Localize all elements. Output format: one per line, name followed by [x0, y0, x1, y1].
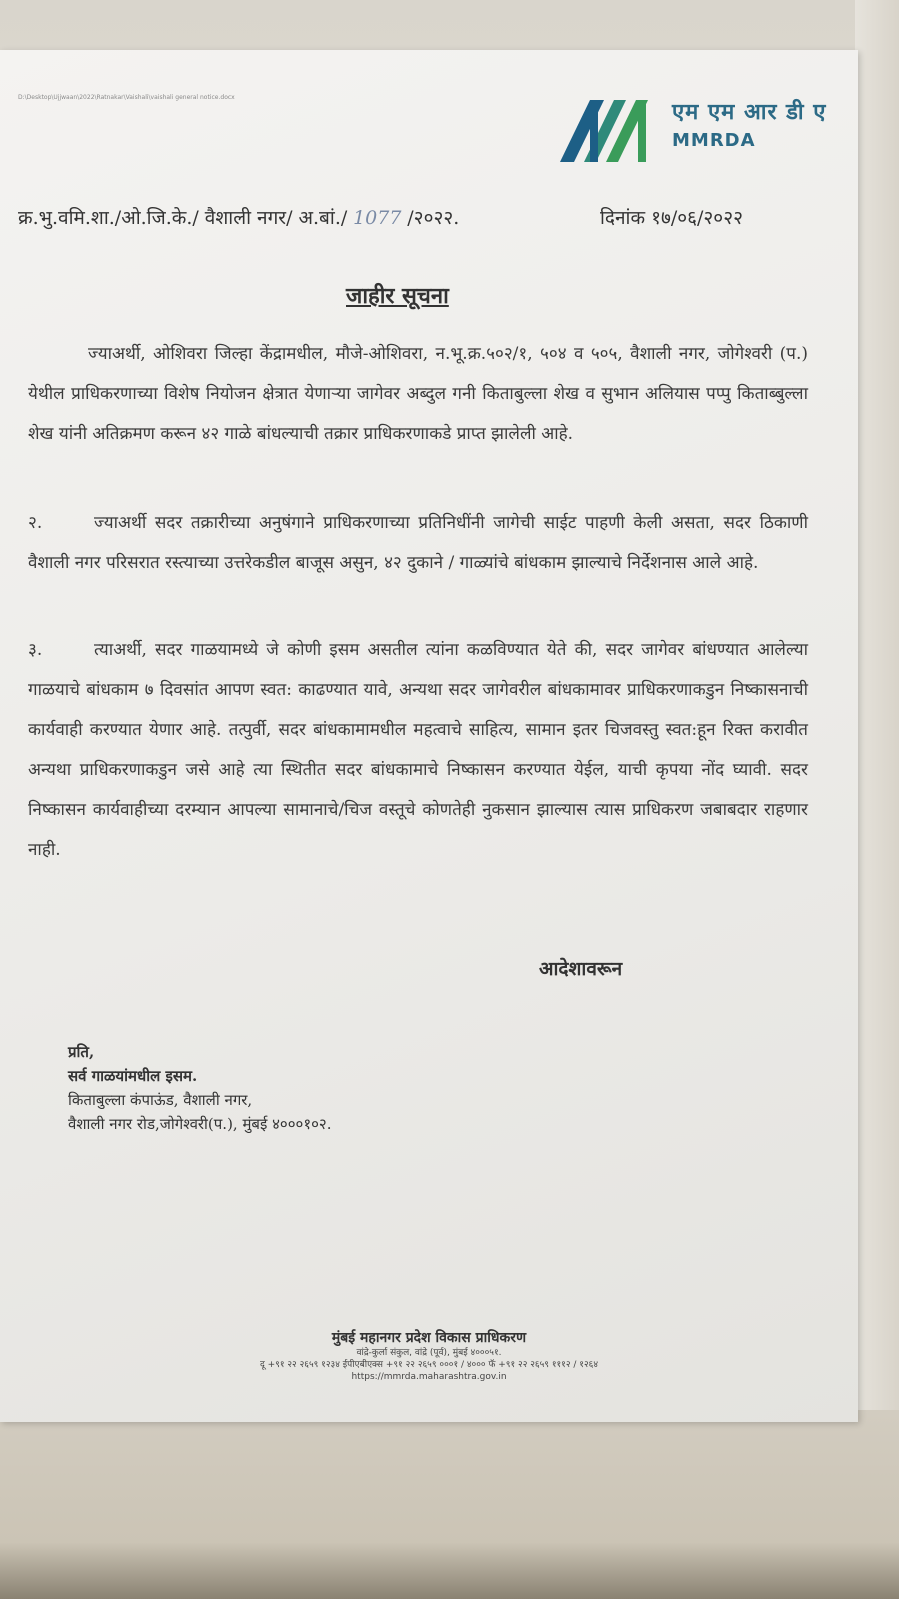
notice-title: जाहीर सूचना — [346, 283, 449, 309]
paragraph-3-number: ३. — [28, 640, 43, 660]
reference-number: 1077 — [353, 207, 402, 229]
addressee-to: प्रति, — [68, 1043, 95, 1061]
reference-line — [18, 204, 459, 230]
notice-date: दिनांक १७/०६/२०२२ — [600, 207, 743, 229]
reference-suffix: /२०२२. — [407, 207, 460, 229]
file-path: D:\Desktop\Ujjwaan\2022\Ratnakar\Vaishali\vaishali general notice.docx — [18, 94, 235, 101]
footer-website[interactable]: https://mmrda.maharashtra.gov.in — [351, 1372, 507, 1382]
mmrda-logo-icon — [560, 98, 656, 168]
paragraph-2-number: २. — [28, 513, 43, 533]
addressee-line-1: किताबुल्ला कंपाऊंड, वैशाली नगर, — [68, 1091, 253, 1109]
order-line: आदेशावरून — [539, 958, 623, 980]
wall-bottom — [0, 1410, 899, 1599]
addressee-line-2: वैशाली नगर रोड,जोगेश्वरी(प.), मुंबई ४०००१०२. — [68, 1115, 332, 1133]
addressee-recipient: सर्व गाळयांमधील इसम. — [68, 1067, 198, 1085]
addressee-block — [68, 1040, 332, 1136]
logo-english: MMRDA — [672, 130, 756, 151]
paragraph-2-text: ज्याअर्थी सदर तक्रारीच्या अनुषंगाने प्राधिकरणाच्या प्रतिनिधींनी जागेची साईट पाहणी केली असता, सदर ठिकाणी वैशाली नगर परिसरात रस्त्याच्या उत्तरेकडील बाजूस असुन, ४२ दुकाने / गाळ्यांचे बांधकाम झाल्याचे निर्देशनास आले आहे. — [28, 513, 808, 573]
wall-background — [855, 0, 899, 1420]
reference-prefix: क्र.भु.वमि.शा./ओ.जि.के./ वैशाली नगर/ अ.बां./ — [18, 207, 348, 229]
paragraph-1-text: ज्याअर्थी, ओशिवरा जिल्हा केंद्रामधील, मौजे-ओशिवरा, न.भू.क्र.५०२/१, ५०४ व ५०५, वैशाली नगर, जोगेश्वरी (प.) येथील प्राधिकरणाच्या विशेष नियोजन क्षेत्रात येणाऱ्या जागेवर अब्दुल गनी किताबुल्ला शेख व सुभान अलियास पप्पु किताब्बुल्ला शेख यांनी अतिक्रमण करून ४२ गाळे बांधल्याची तक्रार प्राधिकरणाकडे प्राप्त झालेली आहे. — [28, 344, 808, 444]
footer-address: वांद्रे-कुर्ला संकुल, वांद्रे (पूर्व), मुंबई ४०००५१. — [356, 1348, 502, 1358]
footer-org: मुंबई महानगर प्रदेश विकास प्राधिकरण — [331, 1330, 527, 1346]
footer — [0, 1328, 858, 1383]
logo-marathi: एम एम आर डी ए — [672, 100, 827, 125]
paragraph-3-text: त्याअर्थी, सदर गाळयामध्ये जे कोणी इसम असतील त्यांना कळविण्यात येते की, सदर जागेवर बांधण्यात आलेल्या गाळयाचे बांधकाम ७ दिवसांत आपण स्वत: काढण्यात यावे, अन्यथा सदर जागेवरील बांधकामावर प्राधिकरणाकडुन निष्कासनाची कार्यवाही करण्यात येणार आहे. तत्पुर्वी, सदर बांधकामामधील महत्वाचे साहित्य, सामान इतर चिजवस्तु स्वत:हून रिक्त करावीत अन्यथा प्राधिकरणाकडुन जसे आहे त्या स्थितीत सदर बांधकामाचे निष्कासन करण्यात येईल, याची कृपया नोंद घ्यावी. सदर निष्कासन कार्यवाहीच्या दरम्यान आपल्या सामानाचे/चिज वस्तूचे कोणतेही नुकसान झाल्यास त्यास प्राधिकरण जबाबदार राहणार नाही. — [28, 640, 808, 860]
paragraph-1 — [28, 334, 808, 454]
paragraph-2 — [28, 503, 808, 583]
footer-contacts: दू +९१ २२ २६५९ १२३४ ईपीएबीएक्स +९१ २२ २६५९ ०००१ / ४००० फॅ +९१ २२ २६५९ १११२ / १२६४ — [259, 1360, 599, 1370]
mmrda-logo-text — [672, 96, 826, 151]
paragraph-3 — [28, 630, 808, 870]
